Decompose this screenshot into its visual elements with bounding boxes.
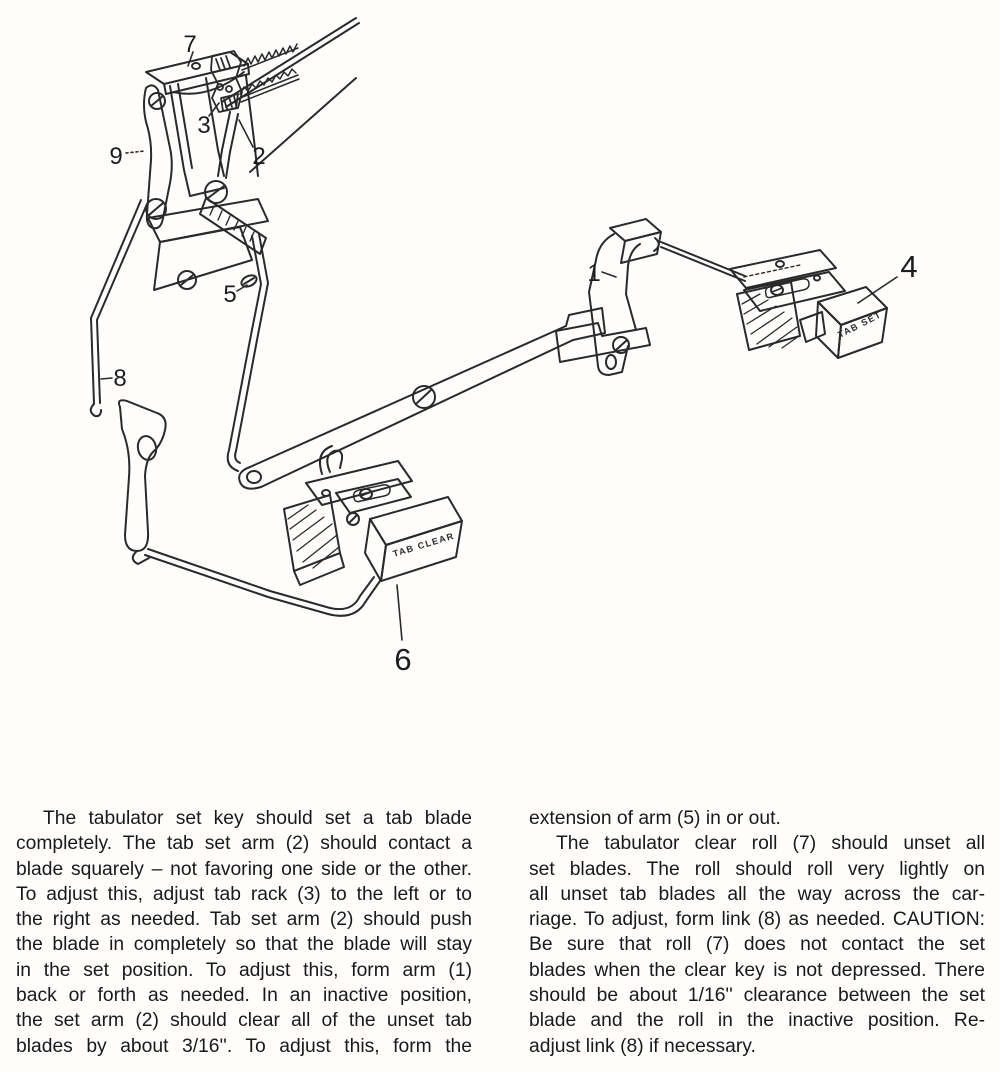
text-line: completely. The tab set arm (2) should contact a (16, 833, 472, 855)
callout-3: 3 (197, 112, 211, 139)
leader-lines (101, 52, 897, 640)
clear-roll-bracket (146, 52, 249, 94)
bottom-wire (145, 549, 380, 616)
tab-clear-assembly (284, 446, 462, 585)
text-line: the right as needed. Tab set arm (2) should push (16, 909, 472, 931)
text-line: Be sure that roll (7) does not contact the set (529, 934, 985, 956)
callout-8: 8 (113, 365, 127, 392)
hatch-block (288, 505, 339, 568)
text-line: in the set position. To adjust this, form arm (1) (16, 959, 472, 981)
callout-5: 5 (223, 281, 237, 308)
lower-lever (119, 400, 166, 564)
callout-7: 7 (183, 31, 197, 58)
text-line: To adjust this, adjust tab rack (3) to the left or to (16, 883, 472, 905)
callout-9: 9 (109, 143, 123, 170)
arm-1 (556, 219, 661, 375)
text-line: blades when the clear key is not depressed. There (529, 959, 985, 981)
text-line: extension of arm (5) in or out. (529, 808, 781, 829)
text-line: blade and the roll in the inactive position. Re- (529, 1010, 985, 1032)
hatch-block (742, 294, 799, 348)
text-line: blades by about 3/16''. To adjust this, form the (16, 1035, 472, 1057)
set-key-wire (661, 242, 745, 281)
callout-6: 6 (394, 642, 412, 677)
text-column-right (529, 806, 985, 1059)
text-line: all unset tab blades all the way across the car- (529, 883, 985, 905)
text-line: The tabulator set key should set a tab blade (43, 808, 472, 829)
text-line: back or forth as needed. In an inactive position, (16, 985, 472, 1007)
link-5 (228, 234, 268, 471)
tab-clear-keycap-label: TAB CLEAR (391, 530, 456, 559)
callout-4: 4 (900, 249, 918, 284)
callout-1: 1 (587, 260, 601, 287)
horizontal-bar (239, 308, 605, 489)
text-line: the blade in completely so that the blade will stay (16, 934, 472, 956)
callout-2: 2 (252, 143, 266, 170)
text-line: The tabulator clear roll (7) should unset all (556, 833, 985, 855)
text-line: blade squarely – not favoring one side or the other. (16, 858, 472, 880)
text-column-left (16, 806, 472, 1059)
text-line: adjust link (8) if necessary. (529, 1035, 756, 1057)
text-line: should be about 1/16'' clearance between the set (529, 985, 985, 1007)
body-text (16, 806, 985, 1059)
text-line: set blades. The roll should roll very lightly on (529, 858, 985, 880)
text-line: riage. To adjust, form link (8) as needed. CAUTION: (529, 909, 985, 931)
text-line: the set arm (2) should clear all of the unset tab (16, 1010, 472, 1032)
tab-rack (222, 18, 359, 172)
pivot-screws (146, 181, 227, 289)
tab-set-keycap-label: TAB SET (836, 309, 884, 340)
tab-set-assembly (730, 250, 887, 358)
